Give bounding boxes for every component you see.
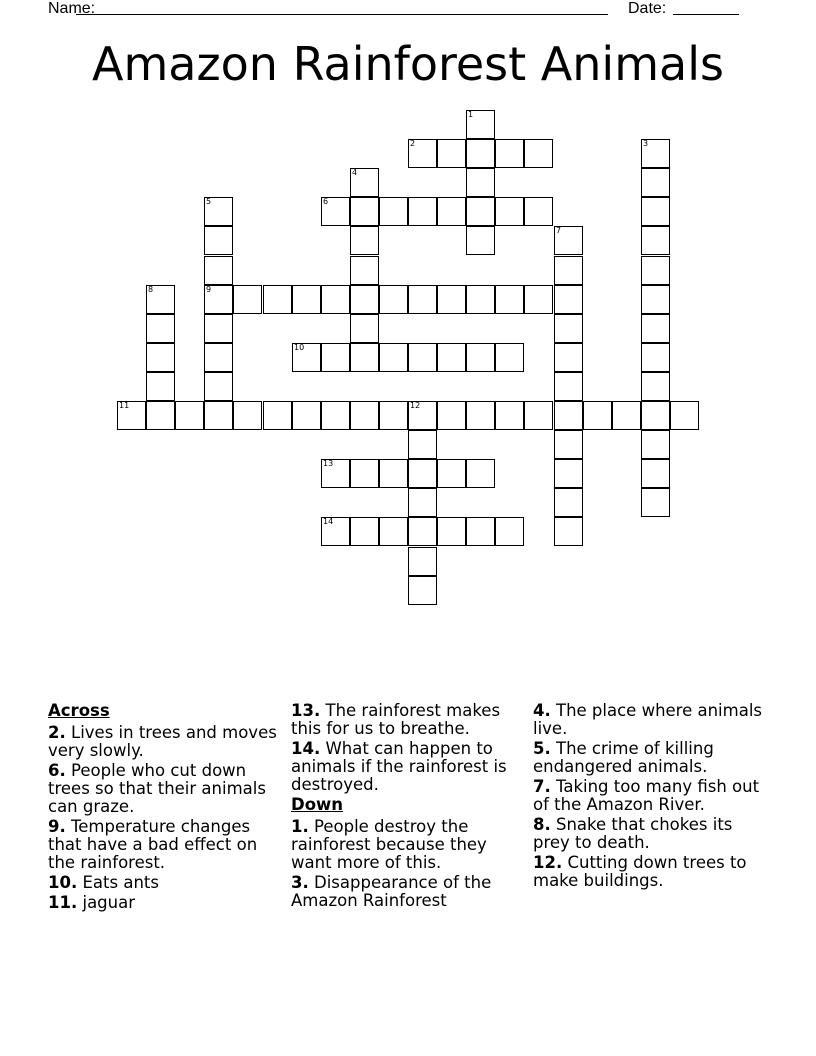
grid-cell[interactable] (204, 256, 233, 285)
grid-cell[interactable] (146, 343, 175, 372)
grid-cell[interactable] (408, 139, 437, 168)
clue-number: 4. (533, 701, 551, 720)
grid-cell[interactable] (379, 401, 408, 430)
clue-across-13 (291, 702, 527, 738)
grid-cell[interactable] (583, 401, 612, 430)
grid-cell[interactable] (408, 488, 437, 517)
clue-text: Snake that chokes its prey to death. (533, 815, 733, 852)
grid-cell[interactable] (146, 285, 175, 314)
grid-cell[interactable] (554, 343, 583, 372)
grid-cell[interactable] (495, 139, 524, 168)
clue-down-7 (533, 778, 769, 814)
clue-across-11 (48, 894, 284, 912)
clue-number: 1. (291, 817, 309, 836)
clue-down-12 (533, 854, 769, 890)
grid-cell[interactable] (204, 372, 233, 401)
clue-across-6 (48, 762, 284, 816)
clue-text: The place where animals live. (533, 701, 763, 738)
clue-down-8 (533, 816, 769, 852)
grid-cell[interactable] (408, 459, 437, 488)
grid-cell[interactable] (292, 343, 321, 372)
grid-cell[interactable] (263, 285, 292, 314)
grid-cell[interactable] (437, 343, 466, 372)
grid-cell[interactable] (408, 401, 437, 430)
grid-cell[interactable] (641, 343, 670, 372)
grid-cell[interactable] (233, 401, 262, 430)
grid-cell[interactable] (233, 285, 262, 314)
cell-number: 2 (410, 139, 416, 148)
grid-cell[interactable] (437, 401, 466, 430)
grid-cell[interactable] (495, 343, 524, 372)
grid-cell[interactable] (350, 197, 379, 226)
clue-across-14 (291, 740, 527, 794)
grid-cell[interactable] (554, 488, 583, 517)
grid-cell[interactable] (408, 285, 437, 314)
grid-cell[interactable] (204, 285, 233, 314)
grid-cell[interactable] (321, 401, 350, 430)
clue-text: Cutting down trees to make buildings. (533, 853, 747, 890)
cell-number: 10 (294, 343, 305, 352)
clue-text: Temperature changes that have a bad effect on the rainforest. (48, 817, 258, 872)
clue-across-9 (48, 818, 284, 872)
cell-number: 3 (643, 139, 649, 148)
clue-across-10 (48, 874, 284, 892)
grid-cell[interactable] (466, 110, 495, 139)
grid-cell[interactable] (554, 430, 583, 459)
clue-number: 14. (291, 739, 321, 758)
grid-cell[interactable] (641, 226, 670, 255)
grid-cell[interactable] (554, 285, 583, 314)
clue-number: 3. (291, 873, 309, 892)
clue-down-3 (291, 874, 527, 910)
grid-cell[interactable] (350, 343, 379, 372)
grid-cell[interactable] (670, 401, 699, 430)
clue-text: jaguar (82, 893, 136, 912)
grid-cell[interactable] (554, 256, 583, 285)
clue-text: Lives in trees and moves very slowly. (48, 723, 277, 760)
grid-cell[interactable] (641, 372, 670, 401)
grid-cell[interactable] (641, 168, 670, 197)
grid-cell[interactable] (379, 517, 408, 546)
grid-cell[interactable] (437, 139, 466, 168)
grid-cell[interactable] (466, 168, 495, 197)
cell-number: 9 (206, 285, 212, 294)
grid-cell[interactable] (408, 343, 437, 372)
clue-number: 7. (533, 777, 551, 796)
grid-cell[interactable] (350, 401, 379, 430)
clues-column-3 (533, 702, 769, 892)
cell-number: 7 (556, 226, 562, 235)
grid-cell[interactable] (204, 343, 233, 372)
grid-cell[interactable] (350, 256, 379, 285)
grid-cell[interactable] (350, 459, 379, 488)
grid-cell[interactable] (554, 372, 583, 401)
clue-number: 8. (533, 815, 551, 834)
clue-number: 11. (48, 893, 78, 912)
clue-text: People destroy the rainforest because they want more of this. (291, 817, 487, 872)
clue-text: Taking too many fish out of the Amazon River. (533, 777, 760, 814)
clue-text: What can happen to animals if the rainforest is destroyed. (291, 739, 507, 794)
grid-cell[interactable] (175, 401, 204, 430)
clue-down-1 (291, 818, 527, 872)
grid-cell[interactable] (408, 547, 437, 576)
grid-cell[interactable] (554, 226, 583, 255)
grid-cell[interactable] (495, 197, 524, 226)
grid-cell[interactable] (641, 285, 670, 314)
grid-cell[interactable] (495, 401, 524, 430)
grid-cell[interactable] (263, 401, 292, 430)
grid-cell[interactable] (379, 343, 408, 372)
grid-cell[interactable] (641, 488, 670, 517)
grid-cell[interactable] (554, 314, 583, 343)
page-title: Amazon Rainforest Animals (92, 37, 724, 91)
grid-cell[interactable] (321, 517, 350, 546)
grid-cell[interactable] (466, 459, 495, 488)
grid-cell[interactable] (350, 285, 379, 314)
grid-cell[interactable] (495, 285, 524, 314)
clue-number: 10. (48, 873, 78, 892)
grid-cell[interactable] (612, 401, 641, 430)
clue-text: People who cut down trees so that their animals can graze. (48, 761, 266, 816)
cell-number: 13 (323, 459, 334, 468)
grid-cell[interactable] (408, 576, 437, 605)
clue-text: Disappearance of the Amazon Rainforest (291, 873, 492, 910)
grid-cell[interactable] (204, 314, 233, 343)
grid-cell[interactable] (554, 517, 583, 546)
clue-down-4 (533, 702, 769, 738)
cell-number: 12 (410, 401, 421, 410)
grid-cell[interactable] (495, 517, 524, 546)
grid-cell[interactable] (524, 197, 553, 226)
grid-cell[interactable] (466, 226, 495, 255)
grid-cell[interactable] (408, 197, 437, 226)
grid-cell[interactable] (146, 401, 175, 430)
grid-cell[interactable] (641, 459, 670, 488)
grid-cell[interactable] (554, 459, 583, 488)
clues-column-1 (48, 702, 284, 914)
cell-number: 14 (323, 517, 334, 526)
grid-cell[interactable] (204, 401, 233, 430)
clue-number: 6. (48, 761, 66, 780)
grid-cell[interactable] (350, 314, 379, 343)
grid-cell[interactable] (292, 285, 321, 314)
clue-number: 5. (533, 739, 551, 758)
grid-cell[interactable] (379, 197, 408, 226)
grid-cell[interactable] (641, 256, 670, 285)
grid-cell[interactable] (292, 401, 321, 430)
grid-cell[interactable] (524, 139, 553, 168)
grid-cell[interactable] (437, 517, 466, 546)
clue-number: 13. (291, 701, 321, 720)
clue-text: Eats ants (82, 873, 159, 892)
grid-cell[interactable] (117, 401, 146, 430)
grid-cell[interactable] (466, 401, 495, 430)
date-label: Date: (628, 0, 667, 17)
grid-cell[interactable] (641, 314, 670, 343)
grid-cell[interactable] (204, 197, 233, 226)
grid-cell[interactable] (466, 285, 495, 314)
cell-number: 8 (148, 285, 154, 294)
clue-text: The crime of killing endangered animals. (533, 739, 714, 776)
grid-cell[interactable] (641, 197, 670, 226)
grid-cell[interactable] (524, 285, 553, 314)
grid-cell[interactable] (466, 343, 495, 372)
clue-number: 2. (48, 723, 66, 742)
grid-cell[interactable] (466, 139, 495, 168)
cell-number: 1 (468, 110, 474, 119)
clue-text: The rainforest makes this for us to breathe. (291, 701, 501, 738)
grid-cell[interactable] (554, 401, 583, 430)
grid-cell[interactable] (350, 226, 379, 255)
grid-cell[interactable] (641, 139, 670, 168)
grid-cell[interactable] (146, 372, 175, 401)
clue-number: 12. (533, 853, 563, 872)
grid-cell[interactable] (437, 285, 466, 314)
grid-cell[interactable] (641, 430, 670, 459)
grid-cell[interactable] (466, 517, 495, 546)
clues-column-2 (291, 702, 527, 912)
clue-across-2 (48, 724, 284, 760)
name-label: Name: (48, 0, 96, 17)
cell-number: 5 (206, 197, 212, 206)
grid-cell[interactable] (321, 459, 350, 488)
grid-cell[interactable] (379, 285, 408, 314)
down-heading: Down (291, 795, 344, 814)
grid-cell[interactable] (321, 343, 350, 372)
grid-cell[interactable] (437, 197, 466, 226)
grid-cell[interactable] (204, 226, 233, 255)
cell-number: 11 (119, 401, 130, 410)
grid-cell[interactable] (379, 459, 408, 488)
cell-number: 6 (323, 197, 329, 206)
grid-cell[interactable] (146, 314, 175, 343)
across-heading: Across (48, 701, 110, 720)
grid-cell[interactable] (321, 197, 350, 226)
clue-down-5 (533, 740, 769, 776)
grid-cell[interactable] (408, 430, 437, 459)
grid-cell[interactable] (466, 197, 495, 226)
grid-cell[interactable] (408, 517, 437, 546)
clue-number: 9. (48, 817, 66, 836)
grid-cell[interactable] (437, 459, 466, 488)
grid-cell[interactable] (641, 401, 670, 430)
grid-cell[interactable] (524, 401, 553, 430)
grid-cell[interactable] (350, 168, 379, 197)
grid-cell[interactable] (321, 285, 350, 314)
cell-number: 4 (352, 168, 358, 177)
grid-cell[interactable] (350, 517, 379, 546)
